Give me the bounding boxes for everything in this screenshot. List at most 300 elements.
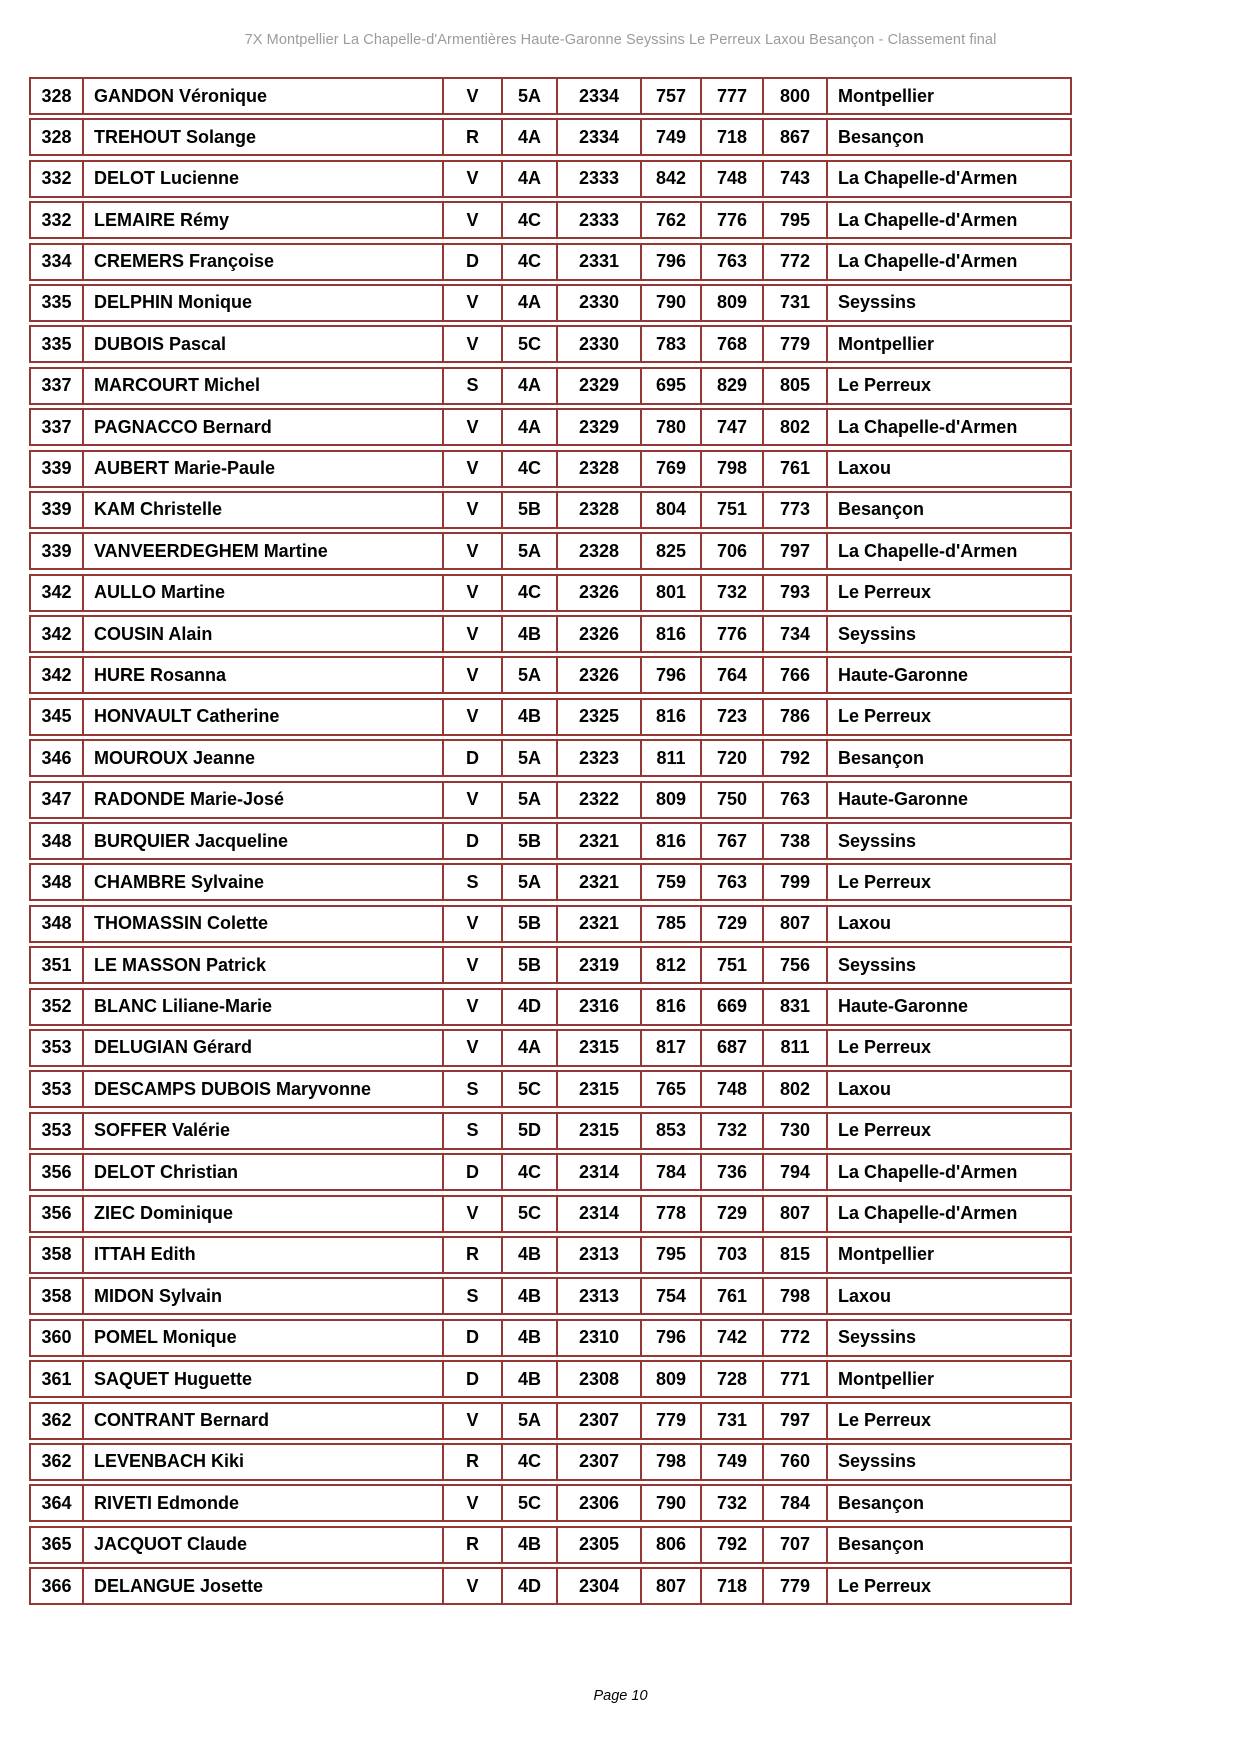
page-number: Page 10 — [593, 1688, 648, 1704]
category-cell: D — [444, 1155, 503, 1189]
city-cell: Le Perreux — [838, 706, 932, 727]
round2-score-cell: 764 — [702, 658, 764, 692]
table-row — [29, 698, 1072, 736]
round3-score-cell: 743 — [764, 162, 828, 196]
series-cell: 4B — [503, 700, 558, 734]
total-score-cell: 2305 — [558, 1528, 642, 1562]
player-name-cell: CONTRANT Bernard — [84, 1404, 444, 1438]
rank-cell: 362 — [31, 1445, 84, 1479]
rank-cell: 352 — [31, 990, 84, 1024]
series-cell: 4B — [503, 1528, 558, 1562]
ranking-table — [29, 77, 1072, 1608]
round2-score-cell: 703 — [702, 1238, 764, 1272]
round3-score-cell: 760 — [764, 1445, 828, 1479]
city-cell: La Chapelle-d'Armen — [838, 168, 1018, 189]
total-score-cell: 2306 — [558, 1486, 642, 1520]
table-row — [29, 325, 1072, 363]
city-cell: La Chapelle-d'Armen — [838, 251, 1018, 272]
series-cell: 4A — [503, 1031, 558, 1065]
city-cell: La Chapelle-d'Armen — [838, 209, 1018, 230]
rank-cell: 361 — [31, 1362, 84, 1396]
total-score-cell: 2313 — [558, 1238, 642, 1272]
total-score-cell: 2307 — [558, 1445, 642, 1479]
player-name-cell: MIDON Sylvain — [84, 1279, 444, 1313]
category-cell: V — [444, 534, 503, 568]
rank-cell: 362 — [31, 1404, 84, 1438]
city-cell: Seyssins — [838, 623, 917, 644]
series-cell: 5D — [503, 1114, 558, 1148]
round1-score-cell: 695 — [642, 369, 702, 403]
round2-score-cell: 792 — [702, 1528, 764, 1562]
round1-score-cell: 806 — [642, 1528, 702, 1562]
series-cell: 5A — [503, 658, 558, 692]
total-score-cell: 2307 — [558, 1404, 642, 1438]
category-cell: V — [444, 1569, 503, 1603]
round1-score-cell: 853 — [642, 1114, 702, 1148]
table-row — [29, 243, 1072, 281]
category-cell: R — [444, 1445, 503, 1479]
total-score-cell: 2321 — [558, 907, 642, 941]
category-cell: R — [444, 120, 503, 154]
table-row — [29, 1526, 1072, 1564]
category-cell: D — [444, 741, 503, 775]
category-cell: S — [444, 1279, 503, 1313]
series-cell: 4A — [503, 410, 558, 444]
total-score-cell: 2308 — [558, 1362, 642, 1396]
round3-score-cell: 792 — [764, 741, 828, 775]
city-cell: Le Perreux — [838, 375, 932, 396]
series-cell: 5B — [503, 948, 558, 982]
rank-cell: 353 — [31, 1031, 84, 1065]
round2-score-cell: 732 — [702, 576, 764, 610]
round1-score-cell: 790 — [642, 286, 702, 320]
round2-score-cell: 706 — [702, 534, 764, 568]
table-row — [29, 77, 1072, 115]
series-cell: 4B — [503, 1362, 558, 1396]
table-row — [29, 988, 1072, 1026]
city-cell: Haute-Garonne — [838, 664, 969, 685]
rank-cell: 332 — [31, 162, 84, 196]
rank-cell: 358 — [31, 1279, 84, 1313]
category-cell: V — [444, 990, 503, 1024]
series-cell: 5B — [503, 907, 558, 941]
round3-score-cell: 800 — [764, 79, 828, 113]
round2-score-cell: 669 — [702, 990, 764, 1024]
city-cell: Laxou — [838, 458, 892, 479]
total-score-cell: 2310 — [558, 1321, 642, 1355]
round3-score-cell: 772 — [764, 245, 828, 279]
rank-cell: 337 — [31, 369, 84, 403]
round2-score-cell: 777 — [702, 79, 764, 113]
round3-score-cell: 730 — [764, 1114, 828, 1148]
series-cell: 5C — [503, 327, 558, 361]
player-name-cell: SAQUET Huguette — [84, 1362, 444, 1396]
round1-score-cell: 796 — [642, 1321, 702, 1355]
round3-score-cell: 867 — [764, 120, 828, 154]
city-cell: Montpellier — [838, 85, 935, 106]
total-score-cell: 2329 — [558, 369, 642, 403]
category-cell: D — [444, 824, 503, 858]
round2-score-cell: 776 — [702, 203, 764, 237]
round1-score-cell: 816 — [642, 617, 702, 651]
round3-score-cell: 766 — [764, 658, 828, 692]
category-cell: V — [444, 1197, 503, 1231]
player-name-cell: KAM Christelle — [84, 493, 444, 527]
total-score-cell: 2321 — [558, 824, 642, 858]
series-cell: 4D — [503, 990, 558, 1024]
player-name-cell: ZIEC Dominique — [84, 1197, 444, 1231]
player-name-cell: PAGNACCO Bernard — [84, 410, 444, 444]
category-cell: D — [444, 245, 503, 279]
total-score-cell: 2334 — [558, 120, 642, 154]
category-cell: V — [444, 576, 503, 610]
total-score-cell: 2315 — [558, 1072, 642, 1106]
round2-score-cell: 732 — [702, 1486, 764, 1520]
rank-cell: 339 — [31, 534, 84, 568]
total-score-cell: 2331 — [558, 245, 642, 279]
player-name-cell: ITTAH Edith — [84, 1238, 444, 1272]
series-cell: 4B — [503, 1238, 558, 1272]
round2-score-cell: 687 — [702, 1031, 764, 1065]
total-score-cell: 2326 — [558, 576, 642, 610]
round2-score-cell: 729 — [702, 907, 764, 941]
table-row — [29, 1195, 1072, 1233]
category-cell: V — [444, 948, 503, 982]
rank-cell: 347 — [31, 783, 84, 817]
table-row — [29, 615, 1072, 653]
round2-score-cell: 718 — [702, 1569, 764, 1603]
rank-cell: 342 — [31, 617, 84, 651]
category-cell: V — [444, 907, 503, 941]
total-score-cell: 2333 — [558, 162, 642, 196]
series-cell: 5A — [503, 865, 558, 899]
round1-score-cell: 804 — [642, 493, 702, 527]
player-name-cell: LEMAIRE Rémy — [84, 203, 444, 237]
table-row — [29, 781, 1072, 819]
player-name-cell: POMEL Monique — [84, 1321, 444, 1355]
total-score-cell: 2328 — [558, 534, 642, 568]
city-cell: La Chapelle-d'Armen — [838, 540, 1018, 561]
round1-score-cell: 749 — [642, 120, 702, 154]
round1-score-cell: 817 — [642, 1031, 702, 1065]
player-name-cell: DUBOIS Pascal — [84, 327, 444, 361]
series-cell: 4D — [503, 1569, 558, 1603]
city-cell: Seyssins — [838, 830, 917, 851]
round1-score-cell: 790 — [642, 1486, 702, 1520]
category-cell: S — [444, 369, 503, 403]
rank-cell: 339 — [31, 452, 84, 486]
table-row — [29, 408, 1072, 446]
table-row — [29, 160, 1072, 198]
table-row — [29, 863, 1072, 901]
rank-cell: 360 — [31, 1321, 84, 1355]
rank-cell: 337 — [31, 410, 84, 444]
round2-score-cell: 732 — [702, 1114, 764, 1148]
category-cell: R — [444, 1238, 503, 1272]
round1-score-cell: 796 — [642, 658, 702, 692]
city-cell: Montpellier — [838, 1244, 935, 1265]
total-score-cell: 2321 — [558, 865, 642, 899]
series-cell: 4B — [503, 1321, 558, 1355]
rank-cell: 351 — [31, 948, 84, 982]
table-row — [29, 284, 1072, 322]
series-cell: 4C — [503, 452, 558, 486]
round2-score-cell: 829 — [702, 369, 764, 403]
series-cell: 5C — [503, 1486, 558, 1520]
round2-score-cell: 718 — [702, 120, 764, 154]
series-cell: 4C — [503, 1155, 558, 1189]
total-score-cell: 2315 — [558, 1114, 642, 1148]
round3-score-cell: 779 — [764, 327, 828, 361]
rank-cell: 366 — [31, 1569, 84, 1603]
city-cell: Besançon — [838, 747, 925, 768]
player-name-cell: BLANC Liliane-Marie — [84, 990, 444, 1024]
round3-score-cell: 831 — [764, 990, 828, 1024]
rank-cell: 332 — [31, 203, 84, 237]
series-cell: 4C — [503, 1445, 558, 1479]
round1-score-cell: 801 — [642, 576, 702, 610]
city-cell: La Chapelle-d'Armen — [838, 1203, 1018, 1224]
player-name-cell: GANDON Véronique — [84, 79, 444, 113]
round2-score-cell: 763 — [702, 865, 764, 899]
round1-score-cell: 762 — [642, 203, 702, 237]
round3-score-cell: 798 — [764, 1279, 828, 1313]
series-cell: 4A — [503, 286, 558, 320]
round3-score-cell: 797 — [764, 1404, 828, 1438]
city-cell: Seyssins — [838, 292, 917, 313]
city-cell: Le Perreux — [838, 871, 932, 892]
rank-cell: 348 — [31, 907, 84, 941]
player-name-cell: DELANGUE Josette — [84, 1569, 444, 1603]
series-cell: 4C — [503, 203, 558, 237]
player-name-cell: LEVENBACH Kiki — [84, 1445, 444, 1479]
rank-cell: 342 — [31, 658, 84, 692]
total-score-cell: 2326 — [558, 658, 642, 692]
series-cell: 5A — [503, 783, 558, 817]
total-score-cell: 2314 — [558, 1155, 642, 1189]
player-name-cell: CHAMBRE Sylvaine — [84, 865, 444, 899]
round2-score-cell: 768 — [702, 327, 764, 361]
round1-score-cell: 779 — [642, 1404, 702, 1438]
player-name-cell: MARCOURT Michel — [84, 369, 444, 403]
player-name-cell: MOUROUX Jeanne — [84, 741, 444, 775]
round1-score-cell: 784 — [642, 1155, 702, 1189]
round3-score-cell: 772 — [764, 1321, 828, 1355]
player-name-cell: SOFFER Valérie — [84, 1114, 444, 1148]
table-row — [29, 1029, 1072, 1067]
category-cell: V — [444, 658, 503, 692]
table-row — [29, 739, 1072, 777]
city-cell: Le Perreux — [838, 1575, 932, 1596]
total-score-cell: 2330 — [558, 286, 642, 320]
city-cell: Montpellier — [838, 1368, 935, 1389]
total-score-cell: 2322 — [558, 783, 642, 817]
round2-score-cell: 742 — [702, 1321, 764, 1355]
round2-score-cell: 750 — [702, 783, 764, 817]
round2-score-cell: 751 — [702, 493, 764, 527]
table-row — [29, 532, 1072, 570]
round2-score-cell: 748 — [702, 162, 764, 196]
city-cell: Besançon — [838, 499, 925, 520]
player-name-cell: DELPHIN Monique — [84, 286, 444, 320]
round3-score-cell: 756 — [764, 948, 828, 982]
rank-cell: 364 — [31, 1486, 84, 1520]
round2-score-cell: 736 — [702, 1155, 764, 1189]
round2-score-cell: 798 — [702, 452, 764, 486]
round1-score-cell: 842 — [642, 162, 702, 196]
city-cell: Haute-Garonne — [838, 996, 969, 1017]
round1-score-cell: 754 — [642, 1279, 702, 1313]
city-cell: La Chapelle-d'Armen — [838, 416, 1018, 437]
series-cell: 4B — [503, 617, 558, 651]
player-name-cell: TREHOUT Solange — [84, 120, 444, 154]
round3-score-cell: 805 — [764, 369, 828, 403]
player-name-cell: DELOT Christian — [84, 1155, 444, 1189]
round1-score-cell: 809 — [642, 1362, 702, 1396]
table-row — [29, 201, 1072, 239]
series-cell: 5A — [503, 79, 558, 113]
table-row — [29, 1484, 1072, 1522]
round3-score-cell: 807 — [764, 1197, 828, 1231]
round2-score-cell: 763 — [702, 245, 764, 279]
category-cell: V — [444, 783, 503, 817]
round2-score-cell: 723 — [702, 700, 764, 734]
total-score-cell: 2304 — [558, 1569, 642, 1603]
series-cell: 5C — [503, 1197, 558, 1231]
table-row — [29, 1236, 1072, 1274]
city-cell: Haute-Garonne — [838, 789, 969, 810]
rank-cell: 328 — [31, 120, 84, 154]
table-row — [29, 946, 1072, 984]
category-cell: V — [444, 286, 503, 320]
player-name-cell: AUBERT Marie-Paule — [84, 452, 444, 486]
round1-score-cell: 785 — [642, 907, 702, 941]
total-score-cell: 2319 — [558, 948, 642, 982]
rank-cell: 334 — [31, 245, 84, 279]
rank-cell: 345 — [31, 700, 84, 734]
rank-cell: 346 — [31, 741, 84, 775]
total-score-cell: 2329 — [558, 410, 642, 444]
rank-cell: 335 — [31, 327, 84, 361]
series-cell: 4C — [503, 576, 558, 610]
category-cell: S — [444, 1114, 503, 1148]
player-name-cell: RIVETI Edmonde — [84, 1486, 444, 1520]
table-row — [29, 367, 1072, 405]
round1-score-cell: 780 — [642, 410, 702, 444]
round3-score-cell: 811 — [764, 1031, 828, 1065]
total-score-cell: 2314 — [558, 1197, 642, 1231]
round3-score-cell: 771 — [764, 1362, 828, 1396]
rank-cell: 356 — [31, 1197, 84, 1231]
player-name-cell: CREMERS Françoise — [84, 245, 444, 279]
round3-score-cell: 786 — [764, 700, 828, 734]
rank-cell: 339 — [31, 493, 84, 527]
round3-score-cell: 802 — [764, 410, 828, 444]
city-cell: Seyssins — [838, 1451, 917, 1472]
city-cell: Le Perreux — [838, 582, 932, 603]
series-cell: 5B — [503, 493, 558, 527]
round3-score-cell: 773 — [764, 493, 828, 527]
category-cell: R — [444, 1528, 503, 1562]
round3-score-cell: 784 — [764, 1486, 828, 1520]
table-row — [29, 1112, 1072, 1150]
round2-score-cell: 731 — [702, 1404, 764, 1438]
round1-score-cell: 811 — [642, 741, 702, 775]
round3-score-cell: 779 — [764, 1569, 828, 1603]
series-cell: 5B — [503, 824, 558, 858]
round1-score-cell: 816 — [642, 824, 702, 858]
city-cell: La Chapelle-d'Armen — [838, 1161, 1018, 1182]
round3-score-cell: 794 — [764, 1155, 828, 1189]
rank-cell: 342 — [31, 576, 84, 610]
category-cell: V — [444, 79, 503, 113]
rank-cell: 356 — [31, 1155, 84, 1189]
round1-score-cell: 783 — [642, 327, 702, 361]
table-row — [29, 491, 1072, 529]
round2-score-cell: 728 — [702, 1362, 764, 1396]
player-name-cell: LE MASSON Patrick — [84, 948, 444, 982]
round1-score-cell: 816 — [642, 700, 702, 734]
player-name-cell: DESCAMPS DUBOIS Maryvonne — [84, 1072, 444, 1106]
city-cell: Besançon — [838, 126, 925, 147]
city-cell: Le Perreux — [838, 1037, 932, 1058]
rank-cell: 365 — [31, 1528, 84, 1562]
round3-score-cell: 707 — [764, 1528, 828, 1562]
series-cell: 5A — [503, 741, 558, 775]
round2-score-cell: 767 — [702, 824, 764, 858]
table-row — [29, 1443, 1072, 1481]
rank-cell: 335 — [31, 286, 84, 320]
table-row — [29, 1402, 1072, 1440]
document-header-title: 7X Montpellier La Chapelle-d'Armentières Haute-Garonne Seyssins Le Perreux Laxou Besançon - Classement final — [244, 32, 997, 48]
round3-score-cell: 799 — [764, 865, 828, 899]
rank-cell: 348 — [31, 865, 84, 899]
table-row — [29, 574, 1072, 612]
category-cell: D — [444, 1321, 503, 1355]
city-cell: Laxou — [838, 1078, 892, 1099]
round2-score-cell: 776 — [702, 617, 764, 651]
player-name-cell: BURQUIER Jacqueline — [84, 824, 444, 858]
category-cell: V — [444, 1031, 503, 1065]
player-name-cell: THOMASSIN Colette — [84, 907, 444, 941]
table-row — [29, 905, 1072, 943]
round2-score-cell: 748 — [702, 1072, 764, 1106]
total-score-cell: 2333 — [558, 203, 642, 237]
category-cell: V — [444, 410, 503, 444]
category-cell: S — [444, 865, 503, 899]
category-cell: D — [444, 1362, 503, 1396]
city-cell: Besançon — [838, 1492, 925, 1513]
round3-score-cell: 761 — [764, 452, 828, 486]
series-cell: 5A — [503, 534, 558, 568]
city-cell: Laxou — [838, 1285, 892, 1306]
total-score-cell: 2316 — [558, 990, 642, 1024]
category-cell: V — [444, 162, 503, 196]
round2-score-cell: 761 — [702, 1279, 764, 1313]
player-name-cell: HONVAULT Catherine — [84, 700, 444, 734]
round1-score-cell: 825 — [642, 534, 702, 568]
round3-score-cell: 802 — [764, 1072, 828, 1106]
table-row — [29, 450, 1072, 488]
total-score-cell: 2325 — [558, 700, 642, 734]
round1-score-cell: 757 — [642, 79, 702, 113]
category-cell: V — [444, 493, 503, 527]
total-score-cell: 2326 — [558, 617, 642, 651]
player-name-cell: VANVEERDEGHEM Martine — [84, 534, 444, 568]
round2-score-cell: 720 — [702, 741, 764, 775]
player-name-cell: HURE Rosanna — [84, 658, 444, 692]
table-row — [29, 1153, 1072, 1191]
